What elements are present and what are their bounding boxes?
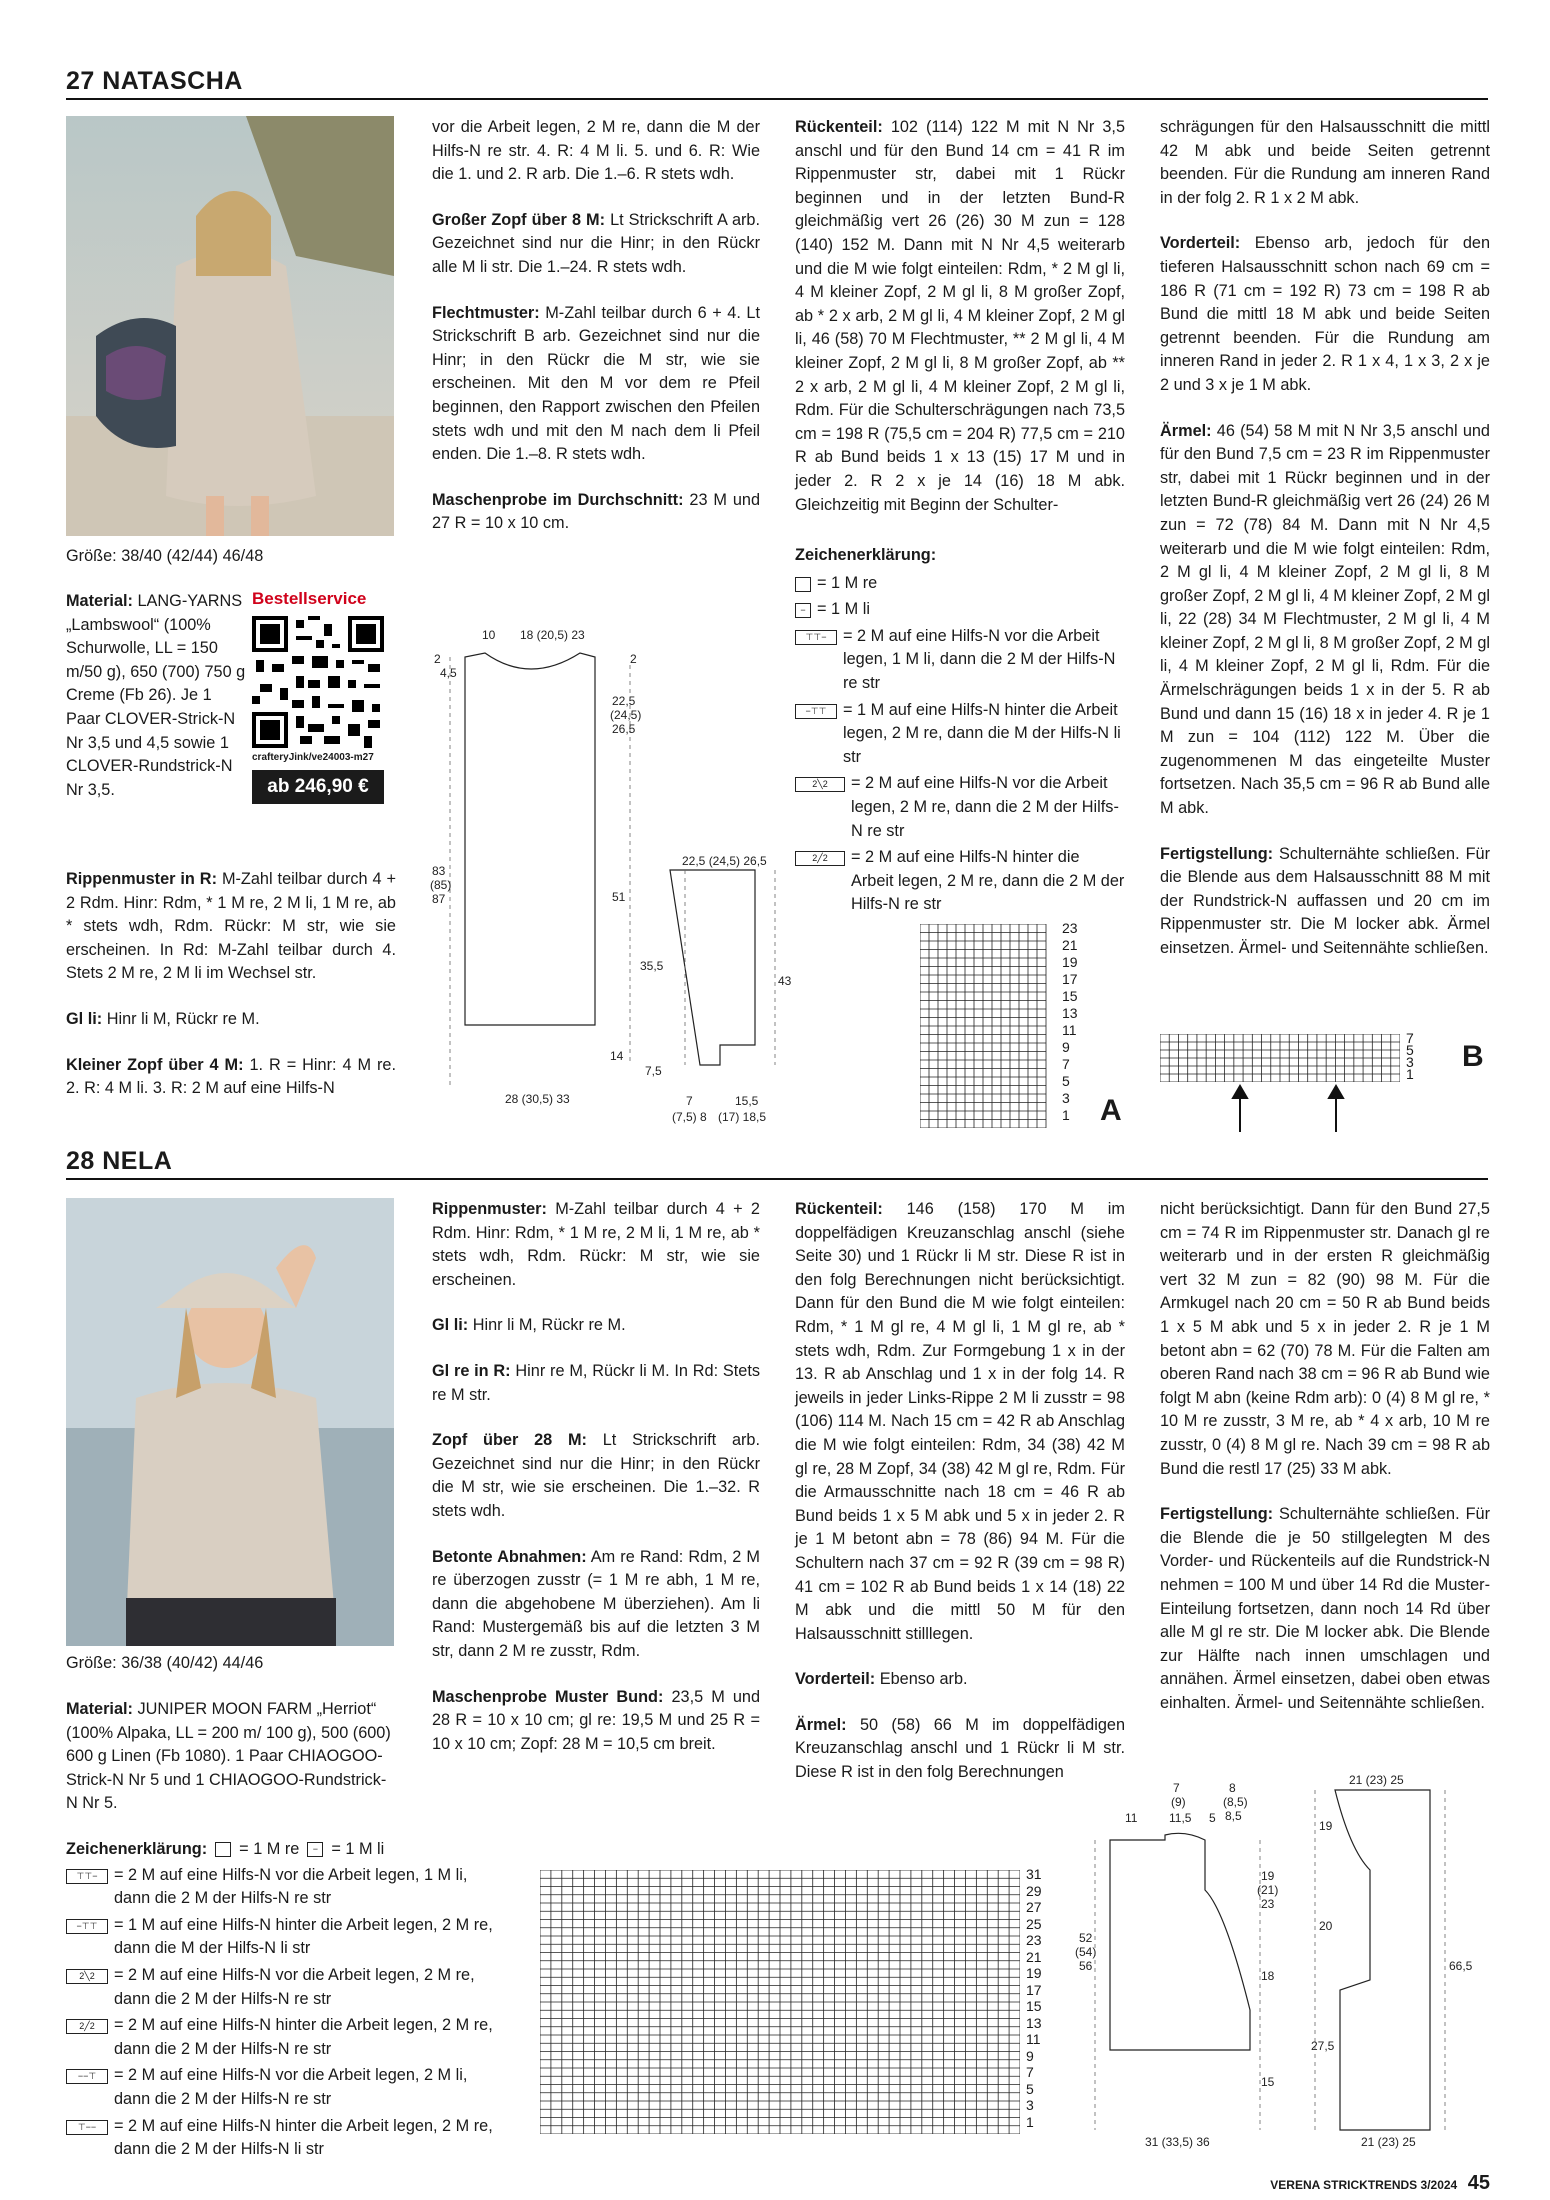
dim-t16: 28 (30,5) 33 xyxy=(505,1092,570,1106)
title-rule-27 xyxy=(66,98,1488,100)
zopf-label-28: Zopf über 28 M: xyxy=(432,1431,587,1450)
cable-4-front-icon: 2╲2 xyxy=(795,777,845,792)
dim-t5: 2 xyxy=(630,652,637,666)
dim-b5: 27,5 xyxy=(1311,2039,1335,2053)
footer xyxy=(1250,2172,1490,2198)
chart-a-row-number: 17 xyxy=(1062,971,1078,987)
dim-a11: 23 xyxy=(1261,1897,1275,1911)
chart-28-row-number: 3 xyxy=(1026,2097,1034,2113)
material-label-28: Material: xyxy=(66,1700,133,1718)
legend-28-5: = 2 M auf eine Hilfs-N vor die Arbeit legen, 2 M re, dann die 2 M der Hilfs-N re str xyxy=(114,1965,475,2008)
chart-a-row-number: 23 xyxy=(1062,920,1078,936)
schematic-28 xyxy=(1075,1773,1505,2150)
col2-text-27 xyxy=(432,116,760,536)
ruecken-text-28: 146 (158) 170 M im doppelfädigen Kreuzanschlag anschl (siehe Seite 30) und 1 Rückr li M str. Diese R ist in den folg Berechnungen nicht berücksichtigt. Dann für den Bund die M wie folgt einteilen: Rdm, * 1 M gl re, 4 M gl li, 1 M gl re, ab * stets wdh, Rdm. Zur Formgebung 1 x in der 13. R ab Anschlag und 1 x in der folg 14. R jeweils in jeder Links-Rippe 2 M li zusstr = 98 (106) 114 M. Nach 15 cm = 42 R ab Anschlag die M wie folgt einteilen: Rdm, 34 (38) 42 M gl re, 28 M Zopf, 34 (38) 42 M gl re, Rdm. Für die Armausschnitte nach 18 cm = 46 R ab Bund beids 1 x 5 M abk und 5 x in jeder 2. R je 1 M betont abn = 78 (86) 94 M. Für die Schultern nach 37 cm = 92 R (39 cm = 98 R) 41 cm = 102 R ab Bund beids 1 x 14 (18) 22 M abk und die mittl 50 M für den Halsausschnitt stilllegen. xyxy=(795,1200,1125,1643)
knit-symbol-icon xyxy=(795,577,811,592)
cable-front-purl-icon-28: ⊤⊤− xyxy=(66,1869,108,1884)
dim-t22: (17) 18,5 xyxy=(718,1110,767,1124)
legend-28-2: = 1 M li xyxy=(331,1840,385,1858)
photo-nela xyxy=(66,1198,394,1646)
dim-a2: (9) xyxy=(1171,1795,1186,1809)
dim-b3: 20 xyxy=(1319,1919,1333,1933)
chart-b-row-number: 7 xyxy=(1406,1030,1414,1046)
dim-t4: 4,5 xyxy=(440,666,457,680)
grosser-zopf-label: Großer Zopf über 8 M: xyxy=(432,210,606,229)
price-badge[interactable]: ab 246,90 € xyxy=(252,770,384,804)
glre-label-28: Gl re in R: xyxy=(432,1361,511,1380)
chart-28-row-number: 11 xyxy=(1026,2031,1041,2047)
fertig-label-28: Fertigstellung: xyxy=(1160,1505,1274,1524)
legend-28-3: = 2 M auf eine Hilfs-N vor die Arbeit legen, 1 M li, dann die 2 M der Hilfs-N re str xyxy=(114,1865,468,1908)
col4-text-28 xyxy=(1160,1198,1490,1737)
aermel-text-28: 50 (58) 66 M im doppelfädigen Kreuzanschlag anschl und 1 Rückr li M str. Diese R ist in den folg Berechnungen xyxy=(795,1715,1125,1782)
dim-t9: 83 xyxy=(432,864,446,878)
chart-a-row-number: 7 xyxy=(1062,1056,1070,1072)
dim-b2: 19 xyxy=(1319,1819,1333,1833)
order-service-box[interactable] xyxy=(252,588,396,804)
cable-4-back-icon: 2╱2 xyxy=(795,851,845,866)
dim-a3: 8 xyxy=(1229,1781,1236,1795)
page-number: 45 xyxy=(1467,2172,1490,2194)
chart-b-label: B xyxy=(1462,1040,1484,1073)
material-label-27: Material: xyxy=(66,592,133,610)
dim-a10: (21) xyxy=(1257,1883,1279,1897)
dim-t20: (7,5) 8 xyxy=(672,1110,707,1124)
dim-t3: 2 xyxy=(434,652,441,666)
probe-label-28: Maschenprobe Muster Bund: xyxy=(432,1687,664,1706)
dim-a12: 52 xyxy=(1079,1931,1093,1945)
dim-a7: 5 xyxy=(1209,1811,1216,1825)
chart-28-row-number: 15 xyxy=(1026,1998,1042,2014)
material-27 xyxy=(66,590,248,824)
rippen-text-28: M-Zahl teilbar durch 4 + 2 Rdm. Hinr: Rdm, * 1 M re, 2 M li, 1 M re, ab * stets wdh, Rdm. Rückr: M str, wie sie erscheinen. xyxy=(432,1200,760,1289)
vorder-text-28: Ebenso arb. xyxy=(879,1670,968,1689)
chart-28-row-number: 5 xyxy=(1026,2080,1034,2097)
dim-t19: 7 xyxy=(686,1094,693,1108)
rippen-text-27: M-Zahl teilbar durch 4 + 2 Rdm. Hinr: Rdm, * 1 M re, 2 M li, 1 M re, ab * stets wdh, Rdm. Rückr: M str, wie sie erscheinen. In Rd: M-Zahl teilbar durch 4. Stets 2 M re, 2 M li im Wechsel str. xyxy=(66,870,396,983)
ruecken-label-28: Rückenteil: xyxy=(795,1200,883,1218)
dim-t2: 18 (20,5) 23 xyxy=(520,628,585,642)
legend-27-1: = 1 M re xyxy=(817,573,878,592)
size-28: Größe: 36/38 (40/42) 44/46 xyxy=(66,1654,264,1672)
dim-t21: 15,5 xyxy=(735,1094,759,1108)
pattern-title-27: 27 NATASCHA xyxy=(66,67,243,95)
dim-a8: 8,5 xyxy=(1225,1809,1242,1823)
fertig-label-27: Fertigstellung: xyxy=(1160,844,1274,863)
dim-b4: 66,5 xyxy=(1449,1959,1473,1973)
chart-a-row-number: 11 xyxy=(1062,1022,1077,1038)
chart-28-row-number: 23 xyxy=(1026,1932,1042,1948)
maschenprobe-text-27: 23 M und 27 R = 10 x 10 cm. xyxy=(432,490,760,533)
flecht-text: M-Zahl teilbar durch 6 + 4. Lt Strickschrift B arb. Gezeichnet sind nur die Hinr; in den Rückr die M str, wie sie erscheinen. Mit den M vor dem re Pfeil beginnen, den Rapport zwischen den Pfeilen stets wdh und mit den M nach dem li Pfeil enden. Die 1.–8. R stets wdh. xyxy=(432,303,760,464)
dim-t17: 22,5 (24,5) 26,5 xyxy=(682,854,767,868)
chart-a-row-number: 13 xyxy=(1062,1005,1078,1021)
dim-t14: 14 xyxy=(610,1049,624,1063)
dim-t10: (85) xyxy=(430,878,452,892)
chart-b-row-number: 3 xyxy=(1406,1054,1414,1070)
chart-a-row-number: 3 xyxy=(1062,1090,1070,1106)
dim-t6: 22,5 xyxy=(612,694,636,708)
chart-28-row-number: 19 xyxy=(1026,1965,1042,1981)
aermel-label-28: Ärmel: xyxy=(795,1715,847,1734)
purl-symbol-icon-28: − xyxy=(307,1842,323,1857)
chart-28-row-number: 1 xyxy=(1026,2113,1034,2130)
vorder-label-27: Vorderteil: xyxy=(1160,234,1241,253)
dim-a13: (54) xyxy=(1075,1945,1097,1959)
chart-28-row-number: 31 xyxy=(1026,1866,1042,1882)
glli-text-28: Hinr li M, Rückr re M. xyxy=(472,1316,626,1335)
chart-28 xyxy=(540,1866,1042,2140)
legend-27 xyxy=(795,544,1125,920)
legend-27-2: = 1 M li xyxy=(817,600,870,619)
legend-28 xyxy=(66,1838,506,2165)
chart-a-row-number: 19 xyxy=(1062,954,1078,970)
chart-b xyxy=(1160,1030,1490,1144)
dim-t13: 35,5 xyxy=(640,959,664,973)
chart-a-row-number: 15 xyxy=(1062,988,1078,1004)
knit-symbol-icon-28 xyxy=(215,1842,231,1857)
dim-a16: 15 xyxy=(1261,2075,1275,2089)
legend-28-7: = 2 M auf eine Hilfs-N vor die Arbeit legen, 2 M li, dann die 2 M der Hilfs-N re str xyxy=(114,2066,468,2108)
material-28 xyxy=(66,1698,396,1838)
dim-a15: 18 xyxy=(1261,1969,1275,1983)
chart-28-row-number: 9 xyxy=(1026,2047,1034,2064)
glli-label-28: Gl li: xyxy=(432,1316,469,1335)
chart-a-row-number: 5 xyxy=(1062,1073,1070,1089)
material-text-27: LANG-YARNS „Lambswool“ (100% Schurwolle, LL = 150 m/50 g), 650 (700) 750 g Creme (Fb 26). Je 1 Paar CLOVER-Strick-N Nr 3,5 und 4,5 sowie 1 CLOVER-Rundstrick-N Nr 3,5. xyxy=(66,592,246,799)
chart-b-row-number: 1 xyxy=(1406,1066,1414,1082)
schematic-27 xyxy=(430,625,800,1125)
glre-text-28: Hinr re M, Rückr li M. In Rd: Stets re M str. xyxy=(432,1361,760,1404)
dim-t11: 87 xyxy=(432,892,446,906)
kleiner-zopf-text: 1. R = Hinr: 4 M re. 2. R: 4 M li. 3. R: 2 M auf eine Hilfs-N xyxy=(66,1055,396,1098)
order-service-label: Bestellservice xyxy=(252,589,367,608)
dim-t1: 10 xyxy=(482,628,496,642)
qr-link[interactable]: crafteryJink/ve24003-m27 xyxy=(252,752,374,763)
cable-4-front-purl-icon-28: −−⊤ xyxy=(66,2069,108,2084)
chart-28-row-number: 21 xyxy=(1026,1948,1042,1965)
dim-a4: (8,5) xyxy=(1223,1795,1248,1809)
legend-28-4: = 1 M auf eine Hilfs-N hinter die Arbeit legen, 2 M re, dann die M der Hilfs-N li str xyxy=(114,1915,493,1958)
col4-text-27 xyxy=(1160,116,1490,983)
size-27: Größe: 38/40 (42/44) 46/48 xyxy=(66,547,264,565)
flecht-label: Flechtmuster: xyxy=(432,303,540,322)
chart-a-row-number: 9 xyxy=(1062,1039,1070,1055)
col3-text-27 xyxy=(795,116,1125,519)
dim-t15: 7,5 xyxy=(645,1064,662,1078)
legend-27-3: = 2 M auf eine Hilfs-N vor die Arbeit legen, 1 M li, dann die 2 M der Hilfs-N re str xyxy=(843,626,1116,692)
dim-a5: 11 xyxy=(1125,1811,1138,1825)
chart-28-row-number: 29 xyxy=(1026,1882,1042,1899)
col4-p1-28: nicht berücksichtigt. Dann für den Bund 27,5 cm = 74 R im Rippenmuster str. Danach gl re weiterarb und in der ersten R gleichmäßig vert 32 M zun = 82 (90) 98 M. Für die Armkugel nach 20 cm = 50 R ab Bund beids 1 x 5 M abk und 5 x in jeder 2. R je 1 M betont abn = 62 (70) 78 M. Für die Falten am oberen Rand nach 38 cm = 96 R ab Bund wie folgt M abn (keine Rdm arb): 0 (4) 8 M gl re, * 10 M re zusstr, 3 M re, ab * 4 x arb, 10 M re zusstr, 0 (4) 8 M gl re. Nach 39 cm = 98 R ab Bund die restl 17 (25) 33 M abk. xyxy=(1160,1200,1490,1478)
kleiner-zopf-label: Kleiner Zopf über 4 M: xyxy=(66,1055,244,1074)
material-text-28: JUNIPER MOON FARM „Herriot“ (100% Alpaka, LL = 200 m/ 100 g), 500 (600) 600 g Linen (Fb 1080). 1 Paar CHIAOGOO-Strick-N Nr 5 und 1 CHIAOGOO-Rundstrick-N Nr 5. xyxy=(66,1700,391,1813)
pattern-title-28: 28 NELA xyxy=(66,1147,173,1175)
dim-t12: 51 xyxy=(612,890,626,904)
photo-natascha xyxy=(66,116,394,536)
betont-text-28: Am re Rand: Rdm, 2 M re überzogen zusstr (= 1 M re abh, 1 M re, dann die abgehobene M überziehen). Am li Rand: Mustergemäß bis auf die letzten 3 M str, dann 2 M re zusstr, Rdm. xyxy=(432,1547,760,1660)
dim-b6: 21 (23) 25 xyxy=(1361,2135,1416,2149)
dim-a17: 31 (33,5) 36 xyxy=(1145,2135,1210,2149)
cable-back-purl-icon-28: −⊤⊤ xyxy=(66,1919,108,1934)
chart-28-row-number: 17 xyxy=(1026,1981,1042,1998)
rippen-label-28: Rippenmuster: xyxy=(432,1200,547,1218)
chart-b-row-number: 5 xyxy=(1406,1042,1414,1058)
chart-a-row-number: 1 xyxy=(1062,1107,1070,1123)
dim-t7: (24,5) xyxy=(610,708,642,722)
fertig-text-28: Schulternähte schließen. Für die Blende die je 50 stillgelegten M des Vorder- und Rückenteils auf die Rundstrick-N nehmen = 100 M und über 14 Rd die Muster-Einteilung fortsetzen, dann noch 14 Rd über alle M gl re str. Die M locker abk. Die Blende zur Hälfte nach innen umschlagen und annähen. Ärmel einsetzen, dabei oben etwas einhalten. Ärmel- und Seitennähte schließen. xyxy=(1160,1505,1490,1712)
dim-a1: 7 xyxy=(1173,1781,1180,1795)
betont-label-28: Betonte Abnahmen: xyxy=(432,1547,587,1566)
col2-text-28 xyxy=(432,1198,760,1778)
qr-code-icon[interactable] xyxy=(252,616,384,748)
aermel-text-27: 46 (54) 58 M mit N Nr 3,5 anschl und für den Bund 7,5 cm = 23 R im Rippenmuster str, dabei mit 1 Rückr beginnen und in der letzten Bund-R gleichmäßig vert 26 (24) 26 M zun = 72 (78) 84 M. Dann mit N Nr 4,5 weiterarb und die M wie folgt einteilen: Rdm, 2 M gl li, 4 M kleiner Zopf, 2 M gl li, 8 M großer Zopf, 2 M gl li, 4 M kleiner Zopf, 2 M gl li, 22 (28) 34 M Flechtmuster, 2 M gl li, 4 M kleiner Zopf, 2 M gl li, 8 M großer Zopf, 2 M gl li, 4 M kleiner Zopf, 2 M gl li, Rdm. Für die Ärmelschrägungen beids 1 x in der 5. R ab Bund und dann 15 (16) 18 x in jeder 4. R je 1 M zun = 104 (112) 122 M. Über die zugenommenen M das eingeteilte Muster fortsetzen. Nach 35,5 cm = 96 R ab Bund alle M abk. xyxy=(1160,421,1490,818)
chart-a-label: A xyxy=(1100,1094,1122,1127)
cable-4-back-icon-28: 2╱2 xyxy=(66,2019,108,2034)
vorder-label-28: Vorderteil: xyxy=(795,1670,876,1689)
legend-28-6: = 2 M auf eine Hilfs-N hinter die Arbeit legen, 2 M re, dann die 2 M der Hilfs-N re str xyxy=(114,2016,493,2058)
vorder-text-27: Ebenso arb, jedoch für den tieferen Halsausschnitt schon nach 69 cm = 186 R (71 cm = 192 R) 73 cm = 198 R ab Bund die mittl 18 M abk und beide Seiten getrennt beenden. Für die Rundung am inneren Rand in jeder 2. R 1 x 4, 1 x 3, 2 x je 2 und 3 x je 1 M abk. xyxy=(1160,234,1491,394)
chart-28-row-number: 25 xyxy=(1026,1915,1042,1932)
dim-a9: 19 xyxy=(1261,1869,1275,1883)
purl-symbol-icon: − xyxy=(795,603,811,618)
legend-title-28: Zeichenerklärung: xyxy=(66,1840,208,1858)
probe-text-28: 23,5 M und 28 R = 10 x 10 cm; gl re: 19,5 M und 25 R = 10 x 10 cm; Zopf: 28 M = 10,5 cm breit. xyxy=(432,1687,760,1753)
dim-a6: 11,5 xyxy=(1169,1811,1192,1825)
legend-title-27: Zeichenerklärung: xyxy=(795,546,937,564)
dim-b1: 21 (23) 25 xyxy=(1349,1773,1404,1787)
maschenprobe-label-27: Maschenprobe im Durchschnitt: xyxy=(432,490,684,509)
zopf-text-28: Lt Strickschrift arb. Gezeichnet sind nur die Hinr; in den Rückr die M str, wie sie erscheinen. Die 1.–32. R stets wdh. xyxy=(432,1431,761,1520)
col3-text-28 xyxy=(795,1198,1125,1807)
chart-a-row-number: 21 xyxy=(1062,937,1078,953)
ruecken-text-27: 102 (114) 122 M mit N Nr 3,5 anschl und für den Bund 14 cm = 41 R im Rippenmuster str, dabei mit 1 Rückr beginnen und in der letzten Bund-R gleichmäßig vert 26 (26) 30 M zun = 128 (140) 152 M. Dann mit N Nr 4,5 weiterarb und die M wie folgt einteilen: Rdm, * 2 M gl li, 4 M kleiner Zopf, 2 M gl li, 8 M großer Zopf, ab * 2 x arb, 2 M gl li, 4 M kleiner Zopf, 2 M gl li, 46 (58) 70 M Flechtmuster, ** 2 M gl li, 4 M kleiner Zopf, 2 M gl li, 8 M großer Zopf, ab ** 2 x arb, 2 M gl li, 4 M kleiner Zopf, 2 M gl li, Rdm. Für die Schulterschrägungen nach 73,5 cm = 198 R (75,5 cm = 204 R) 77,5 cm = 210 R ab Bund beids 1 x 13 (15) 17 M und in jeder 2. R 2 x je 14 (16) 18 M abk. Gleichzeitig mit Beginn der Schulter- xyxy=(795,118,1125,514)
col2-p1-27: vor die Arbeit legen, 2 M re, dann die M der Hilfs-N re str. 4. R: 4 M li. 5. und 6. R: Wie die 1. und 2. R arb. Die 1.–6. R stets wdh. xyxy=(432,118,760,184)
glli-label-27: Gl li: xyxy=(66,1009,103,1028)
chart-28-row-number: 7 xyxy=(1026,2064,1034,2080)
dim-t18: 43 xyxy=(778,974,792,988)
aermel-label-27: Ärmel: xyxy=(1160,421,1212,440)
chart-28-row-number: 13 xyxy=(1026,2014,1042,2031)
legend-28-8: = 2 M auf eine Hilfs-N hinter die Arbeit legen, 2 M re, dann die 2 M der Hilfs-N li str xyxy=(114,2116,493,2159)
fertig-text-27: Schulternähte schließen. Für die Blende aus dem Halsausschnitt 88 M mit der Rundstrick-N auffassen und 20 cm im Rippenmuster str. Die M locker abk. Ärmel einsetzen. Ärmel- und Seitennähte schließen. xyxy=(1160,844,1490,957)
legend-28-1: = 1 M re xyxy=(239,1840,300,1858)
legend-27-6: = 2 M auf eine Hilfs-N hinter die Arbeit legen, 2 M re, dann die 2 M der Hilfs-N re str xyxy=(851,848,1125,914)
dim-a14: 56 xyxy=(1079,1959,1093,1973)
col1-text-27 xyxy=(66,868,396,1123)
legend-27-4: = 1 M auf eine Hilfs-N hinter die Arbeit legen, 2 M re, dann die M der Hilfs-N li str xyxy=(843,700,1121,766)
dim-t8: 26,5 xyxy=(612,722,636,736)
footer-magazine: VERENA STRICKTRENDS 3/2024 xyxy=(1270,2178,1458,2192)
legend-27-5: = 2 M auf eine Hilfs-N vor die Arbeit legen, 2 M re, dann die 2 M der Hilfs-N re str xyxy=(851,774,1119,840)
cable-front-purl-icon: ⊤⊤− xyxy=(795,630,837,645)
ruecken-label-27: Rückenteil: xyxy=(795,118,883,136)
grosser-zopf-text: Lt Strickschrift A arb. Gezeichnet sind nur die Hinr; in den Rückr alle M li str. Die 1.–24. R stets wdh. xyxy=(432,210,760,276)
cable-4-front-icon-28: 2╲2 xyxy=(66,1969,108,1984)
title-rule-28 xyxy=(66,1178,1488,1180)
chart-a xyxy=(920,920,1122,1134)
cable-back-purl-icon: −⊤⊤ xyxy=(795,704,837,719)
glli-text-27: Hinr li M, Rückr re M. xyxy=(106,1009,260,1028)
col4-p1-27: schrägungen für den Halsausschnitt die mittl 42 M abk und beide Seiten getrennt beenden. Für die Rundung am inneren Rand in der folg 2. R 1 x 2 M abk. xyxy=(1160,118,1490,207)
cable-4-back-purl-icon-28: ⊤−− xyxy=(66,2120,108,2135)
chart-28-row-number: 27 xyxy=(1026,1899,1042,1915)
rippen-label-27: Rippenmuster in R: xyxy=(66,870,217,888)
